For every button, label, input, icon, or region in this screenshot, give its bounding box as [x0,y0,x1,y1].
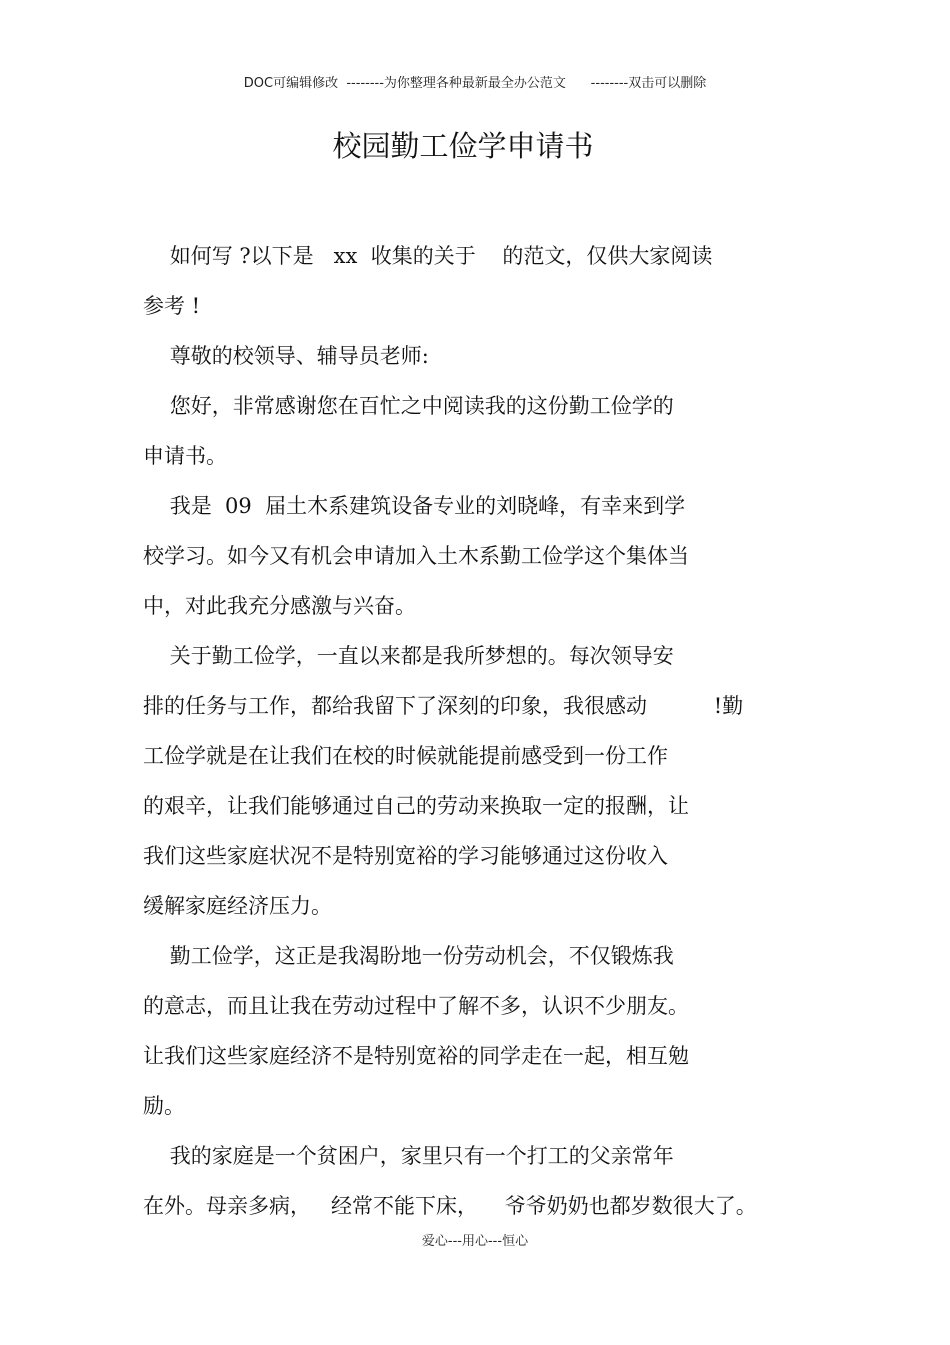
body-line: 我是 09 届土木系建筑设备专业的刘晓峰，有幸来到学 [143,494,686,518]
body-line: 参考 ! [143,294,201,318]
body-line: 我们这些家庭状况不是特别宽裕的学习能够通过这份收入 [143,844,668,868]
page-footer-motto: 爱心---用心---恒心 [421,1234,529,1249]
body-line: 缓解家庭经济压力。 [143,894,332,918]
body-line: 关于勤工俭学，一直以来都是我所梦想的。每次领导安 [143,644,674,668]
body-line: 校学习。如今又有机会申请加入土木系勤工俭学这个集体当 [143,544,689,568]
body-line: 勤工俭学，这正是我渴盼地一份劳动机会，不仅锻炼我 [143,944,674,968]
body-line: 申请书。 [143,444,227,468]
page-header-note: DOC可编辑修改 --------为你整理各种最新最全办公范文 --------双击可以删除 [243,76,707,91]
body-line: 中，对此我充分感激与兴奋。 [143,594,416,618]
body-line: 在外。母亲多病， 经常不能下床， 爷爷奶奶也都岁数很大了。 [143,1194,757,1218]
body-line: 的意志，而且让我在劳动过程中了解不多，认识不少朋友。 [143,994,689,1018]
body-line: 排的任务与工作，都给我留下了深刻的印象，我很感动 !勤 [143,694,744,718]
body-line: 工俭学就是在让我们在校的时候就能提前感受到一份工作 [143,744,668,768]
body-line: 让我们这些家庭经济不是特别宽裕的同学走在一起，相互勉 [143,1044,689,1068]
body-line: 的艰辛，让我们能够通过自己的劳动来换取一定的报酬，让 [143,794,689,818]
body-line: 我的家庭是一个贫困户，家里只有一个打工的父亲常年 [143,1144,674,1168]
body-line: 您好，非常感谢您在百忙之中阅读我的这份勤工俭学的 [143,394,674,418]
document-title: 校园勤工俭学申请书 [332,129,594,163]
body-line: 尊敬的校领导、辅导员老师: [143,344,429,368]
body-line: 励。 [143,1094,185,1118]
body-line: 如何写 ?以下是 xx 收集的关于 的范文，仅供大家阅读 [143,244,713,268]
